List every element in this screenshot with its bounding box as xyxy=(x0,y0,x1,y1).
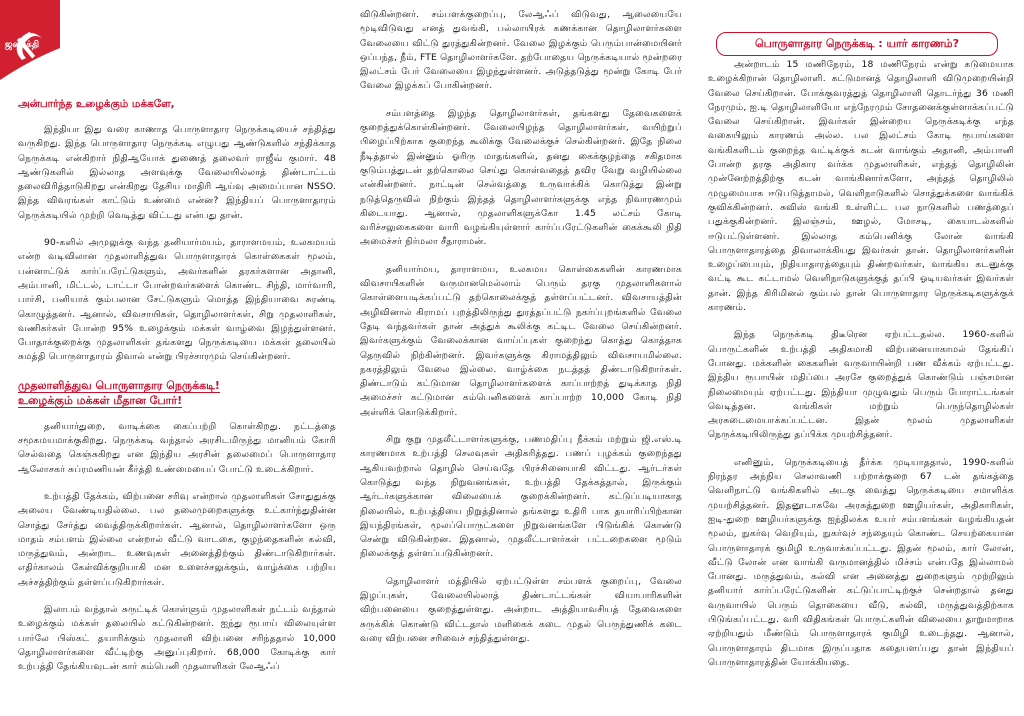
paragraph: எனினும், நெருக்கடியைத் தீர்க்க முடியாததால், 1990-களில் நிரந்தர அந்நிய செலாவணி பற்றாக்குறை 67 டன் தங்கத்தை வெளிநாட்டு வங்கிகளில் அடகு வைத்து நெருக்கடியை சமாளிக்க முயற்சித்தனர். இதனூடாகவே அரசுத்துறை ஊழியர்கள், அதிகாரிகள், ஐடி-துறை ஊழியர்களுக்கு ஐந்திலக்க உயர் சம்பளங்கள் வழங்கியதன் மூலம், நுகர்வு வெறியும், நுகர்வுச் சந்தையும் கொண்ட செயற்கையான பொருளாதாரக் குமிழி உருவாக்கப்பட்டது. இதன் மூலம், கார் லோன், வீட்டு லோன் என வாங்கி வருமானத்தில் மிச்சம் என்பதே இல்லாமல் போனது. மருத்துவம், கல்வி என அனைத்து துறைகளும் முற்றிலும் தனியார் கார்ப்பரேட்டுகளின் கட்டுப்பாட்டிற்குச் சென்றதால் தனது வருவாயில் பெரும் தொகையை வீடு, கல்வி, மருத்துவத்திற்காக பிடுங்கப்பட்டது. வரி விதிகங்கள் பொருட்களின் விலையை தாறுமாறாக ஏற்றியதும் மீண்டும் பொருளாதாரக் குமிழி உடைந்தது. ஆனால், பொருளாதாரம் திடமாக இருப்பதாக கதையளப்பது தான் இந்தியப் பொருளாதாரத்தின் யோக்கியதை. xyxy=(708,456,1014,668)
greeting: அன்பார்ந்த உழைக்கும் மக்களே, xyxy=(18,98,175,110)
paragraph: விடுகின்றனர். சம்பளக்குறைப்பு, லேஆஃப் விடுவது, ஆலையையே மூடிவிடுவது எனத் துவங்கி, பல்லாயிரக் கணக்கான தொழிலாளர்களை வேலையை விட்டு துரத்துகின்றனர். வேலை இழக்கும் பெரும்பான்மையினர் ஒப்பந்த, நீம், FTE தொழிலாளர்களே. தற்போதைய நெருக்கடியால் மூன்றரை இலட்சம் பேர் வேலையை இழந்துள்ளனர். அடுத்தடுத்து மூன்று கோடி பேர் வேலை இழக்கப் போகின்றனர். xyxy=(360,9,682,92)
headline-line-2: உழைக்கும் மக்கள் மீதான போர்! xyxy=(18,393,183,407)
paragraph: உற்பத்தி தேக்கம், விற்பனை சரிவு என்றால் முதலாளிகள் சோதுதுக்கு அலைய வேண்டியதில்லை. பல தலைமுறைகளுக்கு உட்கார்ந்துதின்ன சொத்து சேர்த்து வைத்திருக்கிறார்கள். ஆனால், தொழிலாளர்களோ ஒரு மாதம் சம்பளம் இல்லை என்றால் வீட்டு வாடகை, குழந்தைகளின் கல்வி, மருத்துவம், அன்றாட உணவுகள் அனைத்திற்கும் திண்டாடுகிறார்கள். எதிர்காலம் கேள்விக்குறியாகி மன உளைச்சலுக்கும், வாழ்க்கை பற்றிய அச்சத்திற்கும் தள்ளப்படுகிறார்கள். xyxy=(18,490,336,588)
paragraph: அன்றாடம் 15 மணிநேரம், 18 மணிநேரம் என்று கடுமையாக உழைக்கிறான் தொழிலாளி. கட்டுமானத் தொழிலாளி விடுமுறையின்றி வேலை செய்கிறான். போக்குவரத்துத் தொழிலாளி தொடர்ந்து 36 மணி நேரமும், ஐ.டி தொழிலாளியோ எந்நேரமும் சோதனைக்குள்ளாக்கப்பட்டு வேலை செய்கிறான். இவர்கள் இன்றைய நெருக்கடிக்கு எந்த வகையிலும் காரணம் அல்ல. பல இலட்சம் கோடி ரூபாய்களை வங்கிகளிடம் குறைந்த வட்டிக்குக் கடன் வாங்கும் அதானி, அம்பானி போன்ற தரகு அதிகார வர்க்க முதலாளிகள், எந்தத் தொழிலின் முன்னேற்றத்திற்கு கடன் வாங்கினார்களோ, அந்தத் தொழிலில் முழுமையாக ஈடுபடுத்தாமல், வெளிநாடுகளில் சொத்துக்களை வாங்கிக் குவிக்கின்றனர். சுவிஸ் வங்கி உள்ளிட்ட பல நாடுகளில் பணத்தைப் பதுக்குகின்றனர். இலஞ்சம், ஊழல், மோசடி, கையாடல்களில் ஈடுபட்டுள்ளனர். இல்லாத கம்பெனிக்கு லோன் வாங்கி பொருளாதாரத்தை திவாலாக்கியது இவர்கள் தான். தொழிலாளர்களின் உழைப்பையும், நிதியாதாரத்தையும் திண்றவர்கள், வாங்கிய கடனுக்கு வட்டி கூட கட்டாமல் வெளிநாடுகளுக்குத் தப்பி ஓடியவர்கள் இவர்கள் தான். இந்த கிரிமினல் கும்பல் தான் பொருளாதார நெருக்கடிகளுக்குக் காரணம். xyxy=(708,59,1014,314)
paragraph: சிறு குறு முதலீட்டாளர்களுக்கு, பணமதிப்பு நீக்கம் மற்றும் ஜி.எஸ்.டி காரணமாக உற்பத்தி செலவுகள் அதிகரித்தது. பணப் புழக்கம் குறைந்தது ஆகியவற்றால் தொழில் செய்வதே பிரச்சினையாகி விட்டது. ஆர்டர்கள் கொடுத்து வந்த நிறுவனங்கள், உற்பத்தி தேக்கத்தால், இருக்கும் ஆர்டர்களுக்கான விலையைக் குறைக்கின்றனர். கட்டுப்படியாகாத நிலையில், உற்பத்தியை நிறுத்தினால் தங்களது உதிரி பாக தயாரிப்பிற்கான இயந்திரங்கள், மூலப்பொருட்களை நிறுவனங்களே பிடுங்கிக் கொண்டு சென்று விடுகின்றன. இதனால், முதலீட்டாளர்கள் பட்டறைகளை மூடும் நிலைக்குத் தள்ளப்படுகின்றனர். xyxy=(360,434,682,560)
headline-line-1: முதலாளித்துவ பொருளாதார நெருக்கடி! xyxy=(18,378,220,392)
paragraph: இந்தியா இது வரை காணாத பொருளாதார நெருக்கடியைச் சந்தித்து வருகிறது. இந்த பொருளாதார நெருக்கடி எழுபது ஆண்டுகளில் சந்திக்காத நெருக்கடி என்கிறார் நிதிஆயோக் துணைத் தலைவர் ராஜீவ் குமார். 48 ஆண்டுகளில் இல்லாத அளவுக்கு வேலையில்லாத் திண்டாட்டம் தலைவிரித்தாடுகிறது என்கிறது தேசிய மாதிரி ஆய்வு அமைப்பான NSSO. இந்த விவரங்கள் காட்டும் உண்மை என்ன? இந்தியப் பொருளாதாரம் நெருக்கடியில் முற்றி வெடித்து விட்டது என்பது தான். xyxy=(18,124,336,221)
column-1 xyxy=(18,96,336,688)
paragraph: தனியார்மய, தாராளமய, உலகமய கொள்கைகளின் காரணமாக விவசாயிகளின் வருமானமெல்லாம் பெரும் தரகு முதலாளிகளால் கொள்ளையடிக்கப்பட்டு தற்கொலைக்குத் தள்ளப்பட்டனர். விவசாயத்தின் அழிவினால் கிராமப் புறத்திலிருந்து துரத்தப்பட்டு நகர்ப்புறங்களில் வேலை தேடி வந்தவர்கள் தான் அத்துக் கூலிக்கு கட்டிட வேலை செய்கின்றனர். இவர்களுக்கும் வேலைக்கான வாய்ப்புகள் குறைந்து கொத்து கொத்தாக தெருவில் நிற்கின்றனர். இவர்களுக்கு கிராமத்திலும் விவசாயமில்லை. நகரத்திலும் வேலை இல்லை. வாழ்க்கை நடத்தத் திண்டாடுகிறார்கள். திண்டாடும் கட்டுமான தொழிலாளர்களைக் காப்பாற்றத் துடிக்காத நிதி அமைச்சர் கட்டுமான கம்பெனிகளைக் காப்பாற்ற 10,000 கோடி நிதி அள்ளிக் கொடுக்கிறார். xyxy=(360,263,682,418)
column-2 xyxy=(360,8,682,659)
paragraph: தனியார்துறை, வாடிக்கை கைப்பற்றி கொள்கிறது. நட்டத்தை சமூகமயமாக்குகிறது. நெருக்கடி வந்தால் அரசிடமிருந்து மானியம் கோரி செல்வதை கெஞ்சுகிறது என இந்திய அரசின் தலைமைப் பொருளாதார ஆலோசகர் சுப்ரமணியன் கீர்த்தி உண்மையைப் போட்டு உடைக்கிறார். xyxy=(18,420,336,475)
paragraph: இலாபம் வந்தால் சுருட்டிக் கொள்ளும் முதலாளிகள் நட்டம் வந்தால் உழைக்கும் மக்கள் தலையில் கட்டுகின்றனர். ஐந்து ரூபாய் விலையுள்ள பார்லே பிஸ்கட் தயாரிக்கும் முதலாளி விற்பனை சரிந்ததால் 10,000 தொழிலாளர்களை வீட்டிற்கு அனுப்புகிறார். 68,000 கோடிக்கு கார் உற்பத்தி தேங்கியவுடன் கார் கம்பெனி முதலாளிகள் லேஆஃப் xyxy=(18,604,336,673)
paragraph: இந்த நெருக்கடி திடீரென ஏற்பட்டதல்ல. 1960-களில் பொருட்களின் உற்பத்தி அதிகமாகி விற்பனையாகாமல் தேங்கிப் போனது. மக்களின் கைகளின் வருவாயின்றி பண வீக்கம் ஏற்பட்டது. இந்திய ரூபாயின் மதிப்பை அரசே குறைத்துக் கொண்டும் பஞ்சமான நிலைமையும் ஏற்பட்டது. இந்தியா முழுவதும் பெரும் போராட்டங்கள் வெடித்தன. வங்கிகள் மற்றும் பெருந்தொழில்கள் அரசுடைமையாக்கப்பட்டன. இதன் மூலம் முதலாளிகள் நெருக்கடியிலிருந்து தப்பிக்க முயற்சித்தனர். xyxy=(708,329,1014,441)
section-heading: பொருளாதார நெருக்கடி : யார் காரணம்? xyxy=(716,32,998,56)
paragraph: 90-களில் அமுலுக்கு வந்த தனியார்மயம், தாராளமயம், உலகமயம் என்ற வடிவிலான முதலாளித்துவ பொருளாதாரக் கொள்கைகள் மூலம், பன்னாட்டுக் கார்ப்பரேட்டுகளும், அவர்களின் தரகர்களான அதானி, அம்பானி, மிட்டல், டாட்டா போன்றவர்களைக் கொண்ட சிந்தி, மார்வாரி, பார்சி, பனியாக் கும்பலான சேட்டுகளும் மொத்த இந்தியாவை சுரண்டி கொழுத்தனர். ஆனால், விவசாயிகள், தொழிலாளர்கள், சிறு முதலாளிகள், வணிகர்கள் போன்ற 95% உழைக்கும் மக்கள் வாழ்வை இழந்துள்ளனர். போதாக்குறைக்கு முதலாளிகள் தங்களது நெருக்கடியை மக்கள் தலையில் சுமத்தி பொருளாதாரம் திவால் என்று பிரச்சாரமும் செய்கின்றனர். xyxy=(18,237,336,363)
brand-label: ஜனசக்தி xyxy=(4,40,40,50)
paragraph: தொழிலாளர் மத்தியில் ஏற்பட்டுள்ள சம்பளக் குறைப்பு, வேலை இழப்புகள், வேலையில்லாத் திண்டாட்டங்கள் வியாபாரிகளின் விற்பனையை குறைத்துள்ளது. அன்றாட அத்தியாவசியத் தேவைகளை சுருக்கிக் கொண்டு விட்டதால் மளிகைக் கடை முதல் பெருந்துணிக் கடை வரை விற்பனை சரிவைச் சந்தித்துள்ளது. xyxy=(360,575,682,644)
section-headline xyxy=(18,378,336,408)
column-3 xyxy=(708,58,1014,683)
paragraph: சம்பளத்தை இழந்த தொழிலாளர்கள், தங்களது தேவைகளைக் குறைத்துக்கொள்கின்றனர். வேலையிழந்த தொழிலாளர்கள், வயிற்றுப் பிழைப்பிற்காக குறைந்த கூலிக்கு வேலைக்குச் செல்கின்றனர். இதே நிலை நீடித்தால் இன்னும் ஓரிரு மாதங்களில், தனது கைக்குழந்தை சகிதமாக குடும்பத்துடன் தற்கொலை செய்து கொள்வதைத் தவிர வேறு வழியில்லை என்கின்றனர். நாட்டின் செல்வத்தை உருவாக்கிக் கொடுத்து இன்று நடுத்தெருவில் நிற்கும் இந்தத் தொழிலாளர்களுக்கு எந்த நிவாரணமும் கிடையாது. ஆனால், முதலாளிகளுக்கோ 1.45 லட்சம் கோடி வரிச்சலுகைகளை வாரி வழங்கியுள்ளார் கார்ப்பரேட்டுகளின் கைக்கூலி நிதி அமைச்சர் நிர்மலா சீதாராமன். xyxy=(360,107,682,248)
